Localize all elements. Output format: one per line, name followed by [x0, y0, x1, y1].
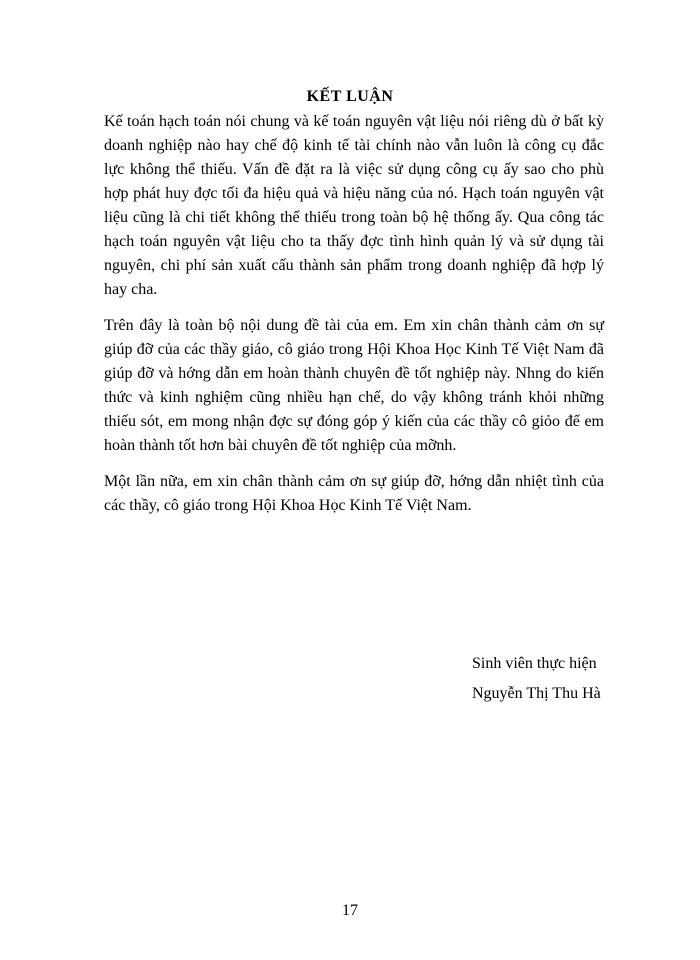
signature-role: Sinh viên thực hiện	[472, 655, 597, 672]
page-number: 17	[342, 902, 358, 919]
paragraph-3: Một lần nữa, em xin chân thành cảm ơn sự giúp đỡ, hớng dẫn nhiệt tình của các thầy, cô giáo trong Hội Khoa Học Kinh Tế Việt Nam.	[104, 473, 604, 514]
document-body	[104, 110, 604, 530]
signature-block	[472, 649, 601, 709]
paragraph-1: Kế toán hạch toán nói chung và kế toán nguyên vật liệu nói riêng dù ở bất kỳ doanh nghiệp nào hay chế độ kinh tế tài chính nào vẫn luôn là công cụ đắc lực không thể thiếu. Vấn đề đặt ra là việc sử dụng công cụ ấy sao cho phù hợp phát huy đợc tối đa hiệu quả và hiệu năng của nó. Hạch toán nguyên vật liệu cũng là chi tiết không thể thiếu trong toàn bộ hệ thống ấy. Qua công tác hạch toán nguyên vật liệu cho ta thấy đợc tình hình quản lý và sử dụng tài nguyên, chi phí sản xuất cấu thành sản phẩm trong doanh nghiệp đã hợp lý hay cha.	[104, 113, 604, 298]
page-title: KẾT LUẬN	[306, 88, 394, 105]
signature-name: Nguyễn Thị Thu Hà	[472, 685, 601, 702]
paragraph-2: Trên đây là toàn bộ nội dung đề tài của em. Em xin chân thành cảm ơn sự giúp đỡ của các thầy giáo, cô giáo trong Hội Khoa Học Kinh Tế Việt Nam đã giúp đỡ và hớng dẫn em hoàn thành chuyên đề tốt nghiệp này. Nhng do kiến thức và kinh nghiệm cũng nhiều hạn chế, do vậy không tránh khỏi những thiếu sót, em mong nhận đợc sự đóng góp ý kiến của các thầy cô giỏo để em hoàn thành tốt hơn bài chuyên đề tốt nghiệp của mỡnh.	[104, 317, 604, 454]
